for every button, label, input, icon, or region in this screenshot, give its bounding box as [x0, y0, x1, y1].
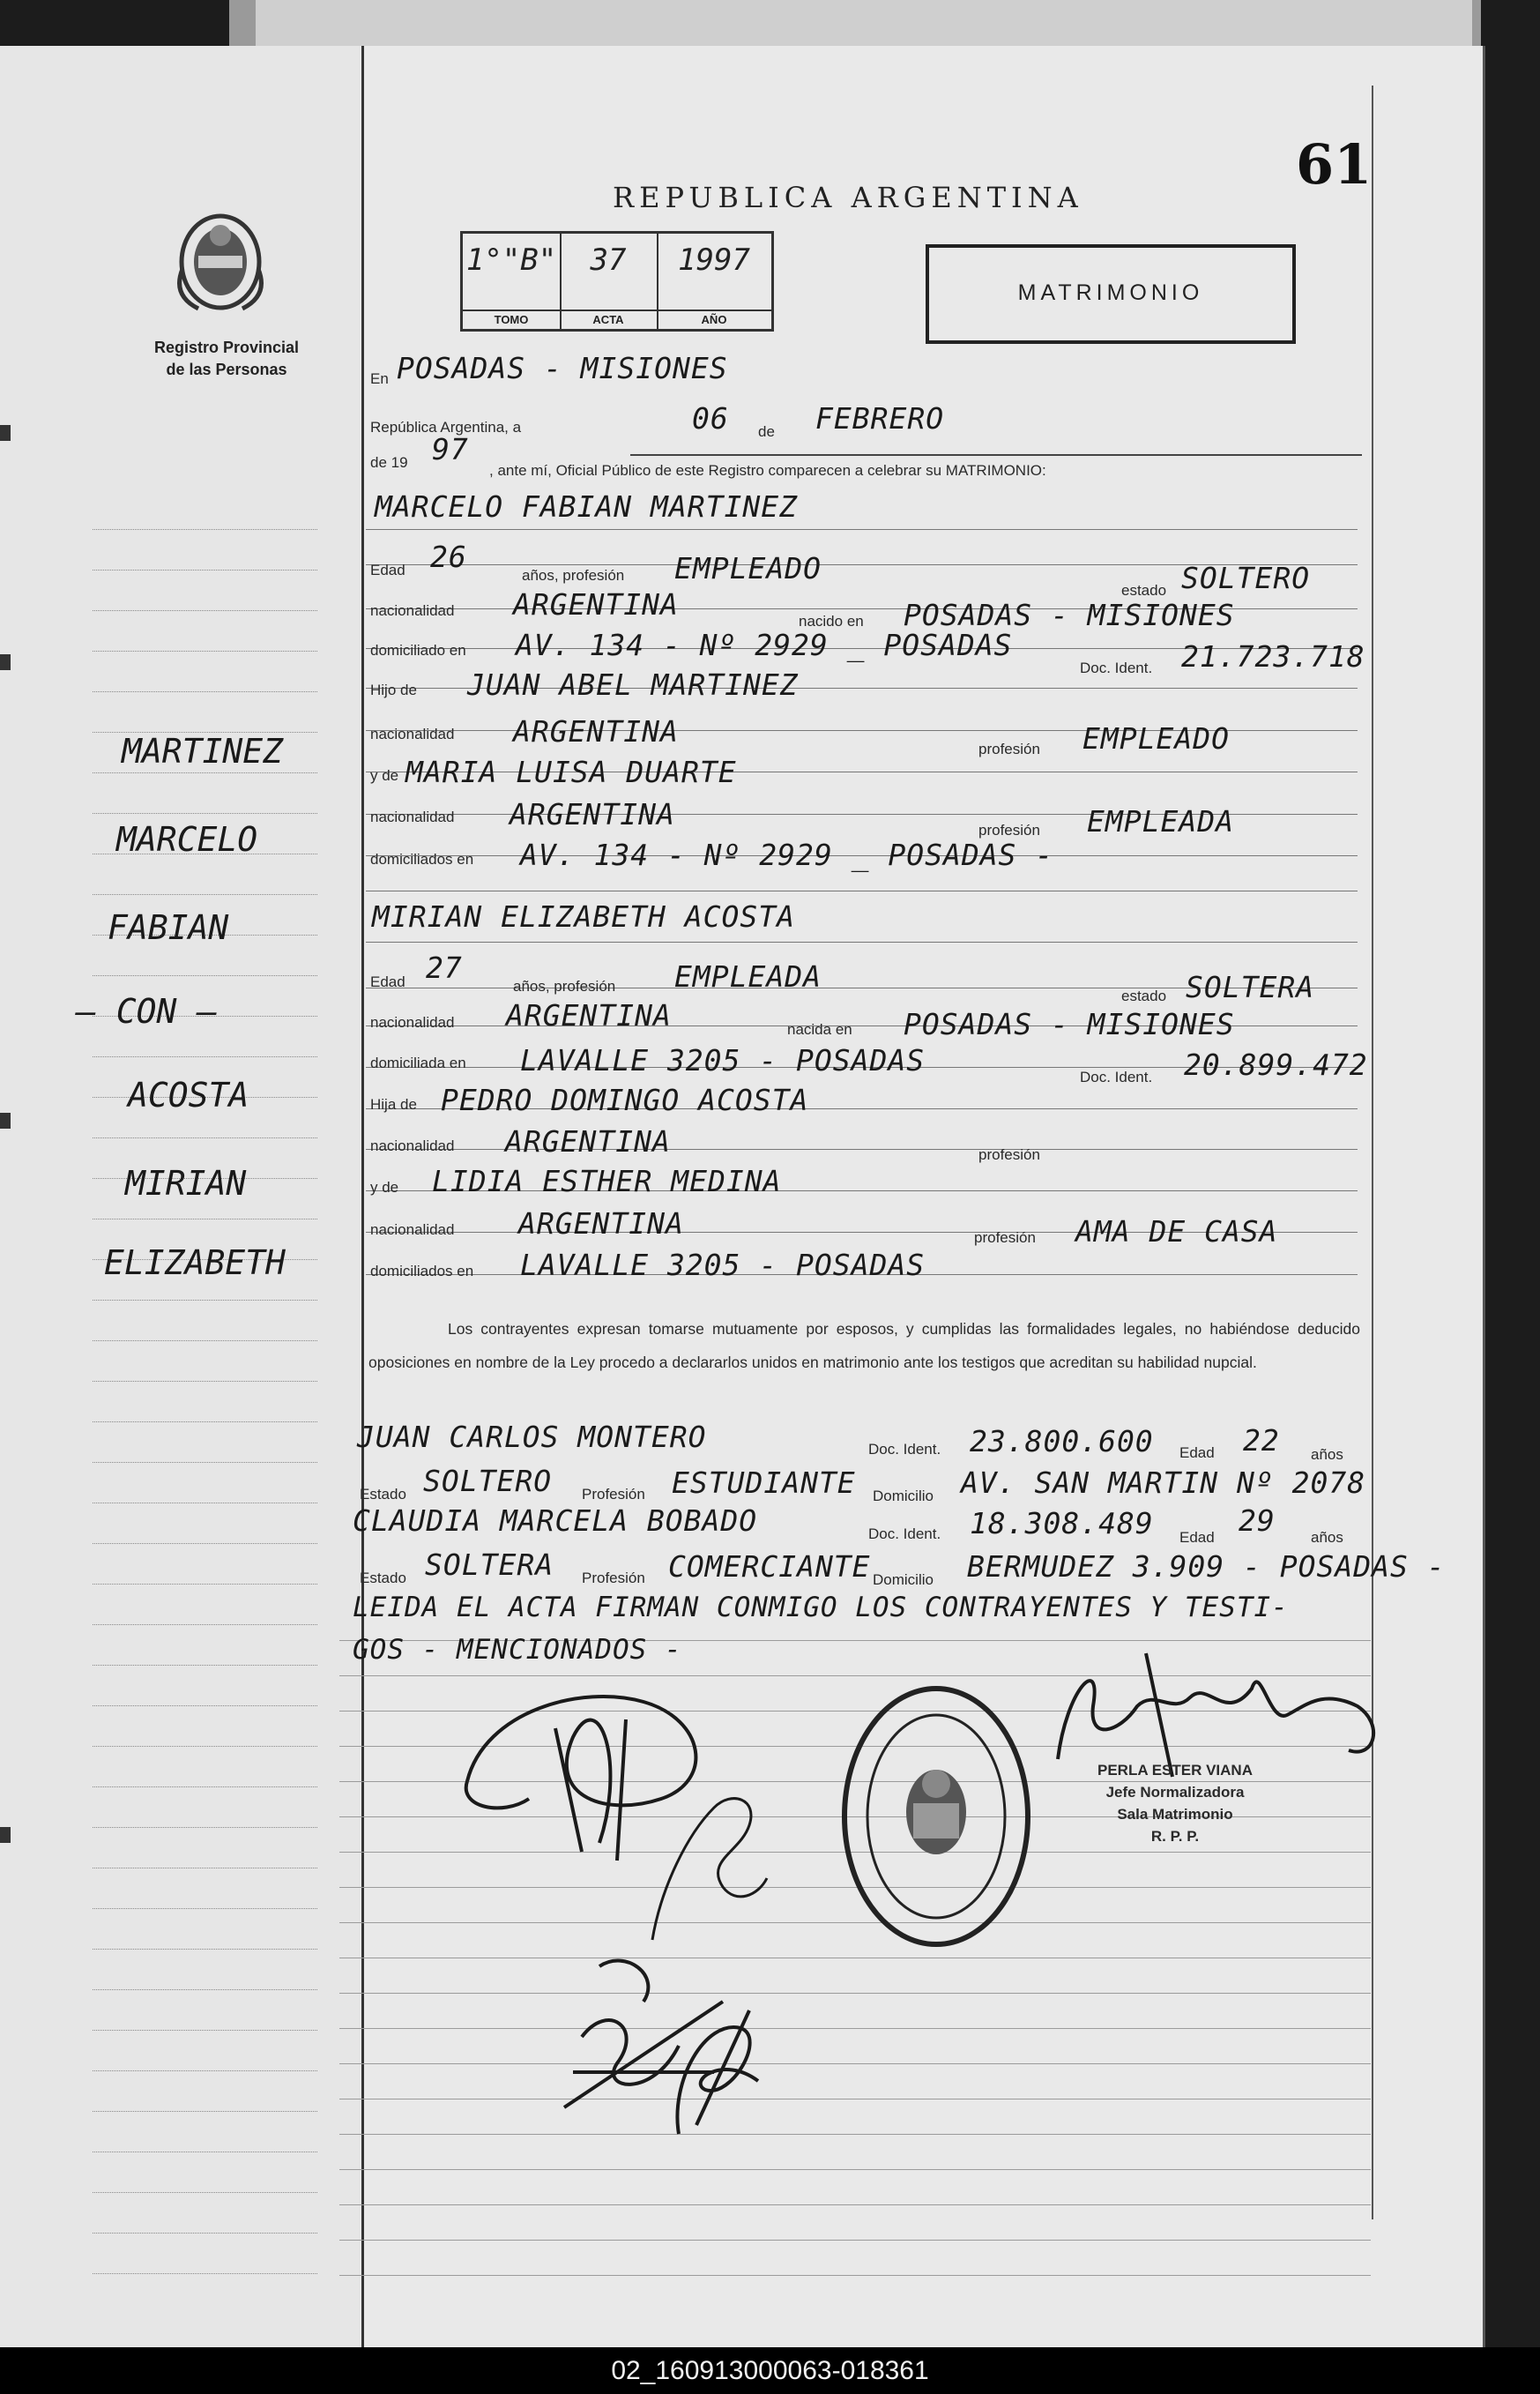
body-rule-line — [339, 2204, 1371, 2205]
witness2-status-label: Estado — [360, 1570, 406, 1586]
country-title: REPUBLICA ARGENTINA — [613, 181, 1083, 214]
witness1-profession-label: Profesión — [582, 1486, 645, 1503]
margin-rule-line — [93, 1462, 317, 1464]
witness2-status: SOLTERA — [425, 1548, 554, 1582]
groom-age: 26 — [430, 540, 467, 574]
act-type-label: MATRIMONIO — [1017, 280, 1204, 305]
witness2-age-label: Edad — [1179, 1529, 1215, 1546]
witness1-doc: 23.800.600 — [970, 1424, 1154, 1458]
bride-mother-nat-label: nacionalidad — [370, 1221, 455, 1238]
groom-civil-status: SOLTERO — [1181, 561, 1311, 595]
bride-mother-nationality: ARGENTINA — [518, 1206, 684, 1241]
margin-rule-line — [93, 1219, 317, 1220]
bride-father: PEDRO DOMINGO ACOSTA — [441, 1083, 809, 1117]
witness1-age: 22 — [1243, 1423, 1280, 1458]
acta-value: 37 — [590, 242, 627, 278]
binding-hole — [0, 1827, 11, 1843]
body-rule-line — [339, 2275, 1371, 2276]
witness2-doc-label: Doc. Ident. — [868, 1525, 941, 1542]
date-day: 06 — [692, 401, 729, 436]
witness2-profession: COMERCIANTE — [668, 1549, 871, 1584]
witness1-address-label: Domicilio — [873, 1488, 934, 1504]
official-title-3: R. P. P. — [1150, 1828, 1200, 1845]
groom-age-label: Edad — [370, 562, 405, 578]
groom-father-prof-label: profesión — [978, 741, 1040, 757]
margin-rule-line — [93, 1705, 317, 1707]
declaration-paragraph: Los contrayentes expresan tomarse mutuamente por esposos, y cumplidas las formalidades legales, no habiéndose deducido oposiciones en nombre de la Ley procedo a declararlos unidos en matrimonio ante los testigos que acreditan su habilidad nupcial. — [368, 1320, 1360, 1371]
margin-name-5: ACOSTA — [128, 1076, 249, 1115]
margin-rule-line — [93, 1584, 317, 1585]
margin-rule-line — [93, 1056, 317, 1058]
witness2-name: CLAUDIA MARCELA BOBADO — [353, 1503, 758, 1538]
groom-born-in: POSADAS - MISIONES — [904, 598, 1235, 632]
groom-mother-nat-label: nacionalidad — [370, 809, 455, 825]
groom-nationality: ARGENTINA — [513, 587, 679, 622]
witness1-years-label: años — [1311, 1446, 1343, 1463]
margin-rule-line — [93, 1543, 317, 1545]
official-name: PERLA ESTER VIANA — [1097, 1762, 1253, 1779]
margin-rule-line — [93, 1421, 317, 1423]
margin-rule-line — [93, 2192, 317, 2194]
ano-value: 1997 — [678, 242, 750, 278]
witness2-address-label: Domicilio — [873, 1571, 934, 1588]
margin-rule-line — [93, 1908, 317, 1910]
margin-rule-line — [93, 651, 317, 653]
binding-hole — [0, 425, 11, 441]
margin-rule-line — [93, 1989, 317, 1991]
margin-rule-line — [93, 1137, 317, 1139]
witness1-status-label: Estado — [360, 1486, 406, 1503]
bride-doc: 20.899.472 — [1184, 1048, 1368, 1082]
margin-name-1: MARTINEZ — [122, 732, 284, 771]
bride-born-in: POSADAS - MISIONES — [904, 1007, 1235, 1041]
witness1-address: AV. SAN MARTIN Nº 2078 — [961, 1465, 1366, 1500]
official-title-1: Jefe Normalizadora — [1105, 1784, 1245, 1801]
bride-father-prof-label: profesión — [978, 1146, 1040, 1163]
tomo-acta-ano-box — [460, 231, 774, 332]
bride-mother-label: y de — [370, 1179, 399, 1196]
witness2-profession-label: Profesión — [582, 1570, 645, 1586]
groom-parents-address: AV. 134 - Nº 2929 _ POSADAS - — [520, 838, 1054, 872]
groom-parent-label: Hijo de — [370, 682, 417, 698]
margin-rule-line — [93, 610, 317, 612]
binding-hole — [0, 1113, 11, 1129]
groom-born-label: nacido en — [799, 613, 864, 630]
registry-label — [116, 337, 337, 381]
right-margin-rule — [1372, 86, 1373, 2219]
bride-mother-prof-label: profesión — [974, 1229, 1036, 1246]
bride-mother-profession: AMA DE CASA — [1075, 1214, 1278, 1249]
tomo-value: 1°"B" — [465, 242, 557, 278]
groom-civil-label: estado — [1121, 582, 1167, 599]
groom-mother-profession: EMPLEADA — [1087, 804, 1234, 839]
margin-rule-line — [93, 2233, 317, 2234]
body-rule-line — [339, 2134, 1371, 2135]
margin-rule-line — [93, 772, 317, 774]
witness1-status: SOLTERO — [423, 1464, 553, 1498]
margin-rule-line — [93, 691, 317, 693]
coat-of-arms-icon — [172, 207, 269, 317]
groom-parents-address-label: domiciliados en — [370, 851, 474, 868]
groom-address: AV. 134 - Nº 2929 _ POSADAS — [516, 628, 1013, 662]
bride-name: MIRIAN ELIZABETH ACOSTA — [372, 899, 795, 934]
margin-rule-line — [93, 1503, 317, 1504]
bride-doc-label: Doc. Ident. — [1080, 1069, 1153, 1085]
bride-civil-status: SOLTERA — [1186, 970, 1315, 1004]
margin-rule-line — [93, 570, 317, 571]
margin-name-2: MARCELO — [116, 820, 258, 859]
official-block — [1082, 1759, 1268, 1847]
margin-rule-line — [93, 2111, 317, 2113]
date-month: FEBRERO — [815, 401, 945, 436]
appearance-statement: , ante mí, Oficial Público de este Registro comparecen a celebrar su MATRIMONIO: — [489, 462, 1046, 479]
groom-profession: EMPLEADO — [674, 551, 822, 585]
signature-witness-2 — [652, 1993, 776, 2143]
closing-line-1: LEIDA EL ACTA FIRMAN CONMIGO LOS CONTRAYENTES Y TESTI- — [353, 1592, 1289, 1623]
groom-profession-label: años, profesión — [522, 567, 625, 584]
groom-doc-label: Doc. Ident. — [1080, 660, 1153, 676]
groom-father-nationality: ARGENTINA — [513, 714, 679, 749]
body-rule-line — [339, 2240, 1371, 2241]
bride-address-label: domiciliada en — [370, 1055, 466, 1071]
margin-rule-line — [93, 1381, 317, 1383]
groom-doc: 21.723.718 — [1181, 639, 1365, 674]
margin-rule-line — [93, 894, 317, 896]
margin-rule-line — [93, 2273, 317, 2275]
bride-age-label: Edad — [370, 973, 405, 990]
bride-nationality-label: nacionalidad — [370, 1014, 455, 1031]
bride-born-label: nacida en — [787, 1021, 852, 1038]
body-rule-line — [339, 2063, 1371, 2064]
groom-mother-nationality: ARGENTINA — [510, 797, 675, 832]
witness2-doc: 18.308.489 — [970, 1506, 1154, 1540]
margin-rule-line — [93, 975, 317, 977]
margin-name-3: FABIAN — [108, 908, 229, 947]
ano-cell — [657, 234, 771, 329]
place-prefix: En — [370, 370, 389, 387]
bride-nationality: ARGENTINA — [506, 998, 672, 1033]
witness1-age-label: Edad — [1179, 1444, 1215, 1461]
witness2-address: BERMUDEZ 3.909 - POSADAS - — [967, 1549, 1446, 1584]
page-number: 61 — [1296, 132, 1373, 197]
body-rule-line — [339, 1993, 1371, 1994]
acta-caption: ACTA — [560, 310, 657, 329]
act-type-box — [926, 244, 1296, 344]
bride-father-nat-label: nacionalidad — [370, 1137, 455, 1154]
margin-rule-line — [93, 1300, 317, 1301]
ano-caption: AÑO — [657, 310, 771, 329]
groom-mother-label: y de — [370, 767, 399, 784]
witness1-profession: ESTUDIANTE — [672, 1465, 856, 1500]
date-line — [630, 454, 1362, 456]
acta-cell — [560, 234, 658, 329]
groom-address-label: domiciliado en — [370, 642, 466, 659]
image-id-footer: 02_160913000063-018361 — [0, 2347, 1540, 2394]
bride-parent-label: Hija de — [370, 1096, 417, 1113]
margin-rule-line — [93, 813, 317, 815]
registry-stamp — [837, 1680, 1036, 1953]
year-prefix: de 19 — [370, 454, 408, 471]
official-title-2: Sala Matrimonio — [1117, 1806, 1233, 1823]
bride-profession: EMPLEADA — [674, 959, 822, 994]
margin-rule-line — [93, 1786, 317, 1788]
form-underline — [366, 942, 1358, 943]
margin-rule-line — [93, 1624, 317, 1626]
groom-mother: MARIA LUISA DUARTE — [405, 755, 737, 789]
registry-line-2: de las Personas — [166, 361, 287, 378]
tomo-cell — [463, 234, 562, 329]
country-date-prefix: República Argentina, a — [370, 419, 522, 436]
year-suffix: 97 — [432, 432, 469, 466]
place-city: POSADAS - MISIONES — [397, 351, 728, 385]
bride-mother: LIDIA ESTHER MEDINA — [432, 1164, 782, 1198]
bride-parents-address-label: domiciliados en — [370, 1263, 474, 1279]
margin-rule-line — [93, 1827, 317, 1829]
groom-name: MARCELO FABIAN MARTINEZ — [375, 489, 798, 524]
margin-rule-line — [93, 1665, 317, 1667]
margin-rule-line — [93, 2070, 317, 2072]
margin-rule-line — [93, 1746, 317, 1748]
body-rule-line — [339, 2169, 1371, 2170]
groom-father-profession: EMPLEADO — [1082, 721, 1230, 756]
margin-rule-line — [93, 2030, 317, 2032]
margin-rule-line — [93, 1340, 317, 1342]
bride-civil-label: estado — [1121, 988, 1167, 1004]
witness2-age: 29 — [1239, 1503, 1276, 1538]
bride-profession-label: años, profesión — [513, 978, 616, 995]
bride-parents-address: LAVALLE 3205 - POSADAS — [520, 1248, 926, 1282]
binding-hole — [0, 654, 11, 670]
bride-address: LAVALLE 3205 - POSADAS — [520, 1043, 926, 1078]
margin-rule-line — [93, 1868, 317, 1869]
date-de: de — [758, 423, 775, 440]
form-underline — [366, 529, 1358, 530]
witness1-doc-label: Doc. Ident. — [868, 1441, 941, 1458]
closing-line-2: GOS - MENCIONADOS - — [353, 1634, 682, 1666]
registry-line-1: Registro Provincial — [153, 339, 300, 356]
groom-mother-prof-label: profesión — [978, 822, 1040, 839]
groom-nationality-label: nacionalidad — [370, 602, 455, 619]
bride-father-nationality: ARGENTINA — [505, 1124, 671, 1159]
margin-rule-line — [93, 2152, 317, 2153]
margin-rule-line — [93, 1949, 317, 1950]
witness2-years-label: años — [1311, 1529, 1343, 1546]
bride-age: 27 — [426, 951, 463, 985]
margin-name-6: MIRIAN — [125, 1164, 247, 1203]
margin-name-4: — CON — — [76, 992, 218, 1031]
margin-name-7: ELIZABETH — [104, 1243, 286, 1282]
book-edge-front — [256, 0, 1472, 51]
witness1-name: JUAN CARLOS MONTERO — [357, 1420, 707, 1454]
groom-father: JUAN ABEL MARTINEZ — [467, 667, 799, 702]
body-rule-line — [339, 2028, 1371, 2029]
groom-father-nat-label: nacionalidad — [370, 726, 455, 742]
margin-rule-line — [93, 529, 317, 531]
tomo-caption: TOMO — [463, 310, 560, 329]
